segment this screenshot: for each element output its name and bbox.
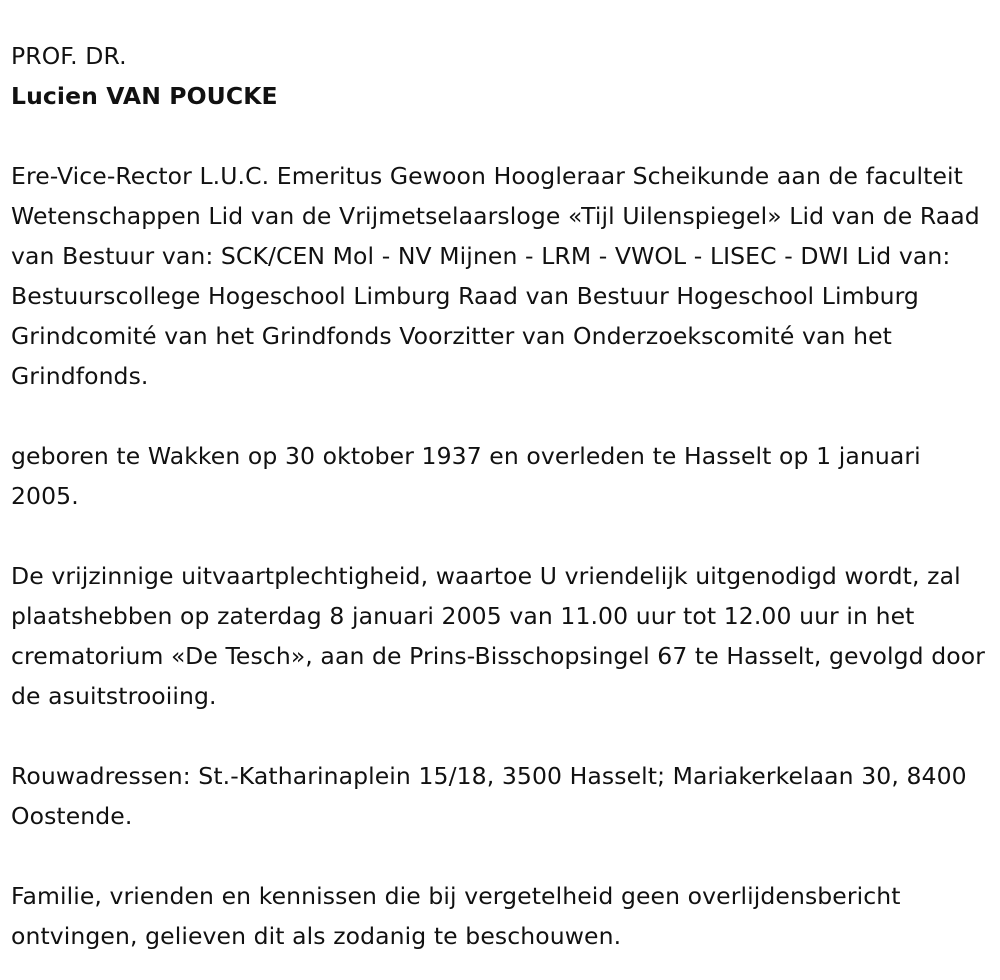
closing-paragraph: Familie, vrienden en kennissen die bij vergetelheid geen overlijdensbericht ontvingen, gelieven dit als zodanig te beschouwen. bbox=[11, 882, 901, 950]
addresses-paragraph: Rouwadressen: St.-Katharinaplein 15/18, 3500 Hasselt; Mariakerkelaan 30, 8400 Oostende. bbox=[11, 762, 967, 830]
obituary-notice bbox=[11, 36, 991, 956]
ceremony-paragraph: De vrijzinnige uitvaartplechtigheid, waartoe U vriendelijk uitgenodigd wordt, zal plaatshebben op zaterdag 8 januari 2005 van 11.00 uur tot 12.00 uur in het crematorium «De Tesch», aan de Prins-Bisschopsingel 67 te Hasselt, gevolgd door de asuitstrooiing. bbox=[11, 562, 986, 710]
birth-death-paragraph: geboren te Wakken op 30 oktober 1937 en overleden te Hasselt op 1 januari 2005. bbox=[11, 442, 921, 510]
honorific-title: PROF. DR. bbox=[11, 42, 127, 70]
deceased-name: Lucien VAN POUCKE bbox=[11, 82, 278, 110]
functions-paragraph: Ere-Vice-Rector L.U.C. Emeritus Gewoon Hoogleraar Scheikunde aan de faculteit Wetenschappen Lid van de Vrijmetselaarsloge «Tijl Uilenspiegel» Lid van de Raad van Bestuur van: SCK/CEN Mol - NV Mijnen - LRM - VWOL - LISEC - DWI Lid van: Bestuurscollege Hogeschool Limburg Raad van Bestuur Hogeschool Limburg Grindcomité van het Grindfonds Voorzitter van Onderzoekscomité van het Grindfonds. bbox=[11, 162, 980, 390]
